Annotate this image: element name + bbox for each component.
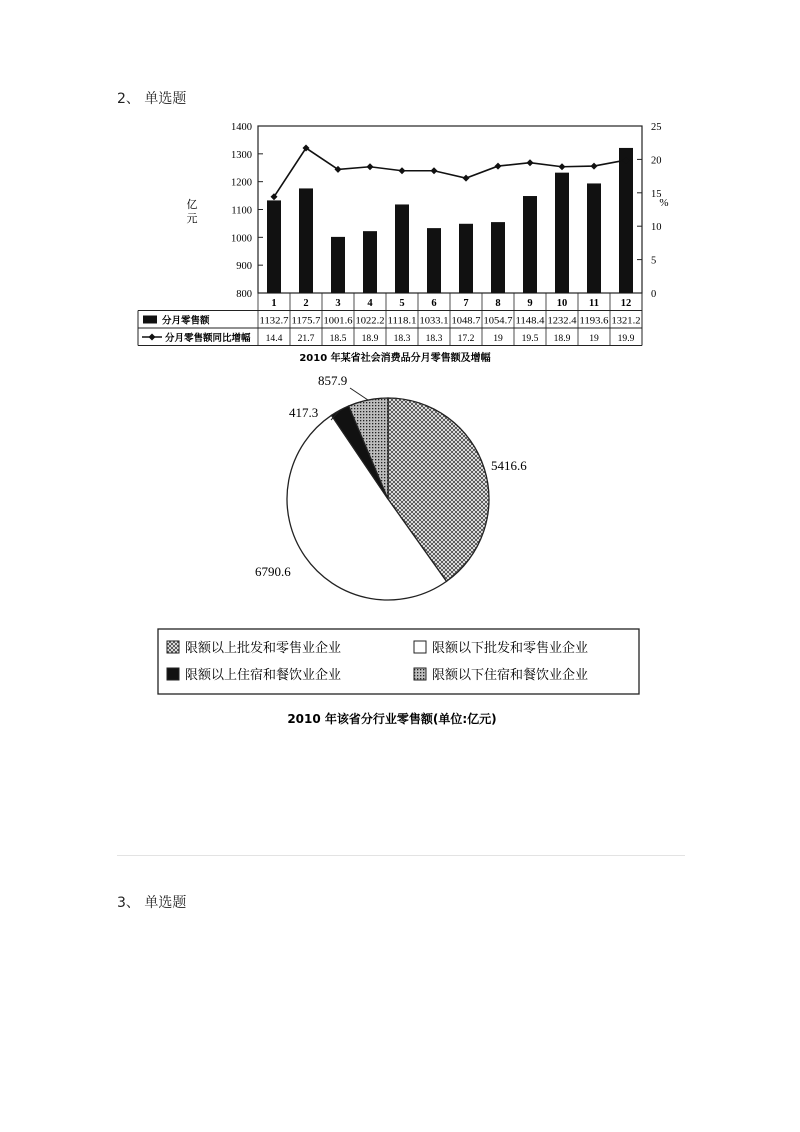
x-tick-label: 8 [495, 298, 501, 309]
legend-label: 限额以上批发和零售业企业 [185, 641, 342, 656]
pie-value-label: 6790.6 [255, 564, 291, 579]
x-tick-label: 3 [335, 298, 341, 309]
pie-value-label: 857.9 [318, 373, 348, 388]
x-tick-label: 6 [431, 298, 437, 309]
y2-axis-label: % [659, 197, 669, 209]
question-2-title: 2、 单选题 [117, 91, 187, 107]
y-tick-label: 1400 [231, 122, 252, 133]
y-axis-label-2: 元 [186, 212, 198, 225]
y2-tick-label: 0 [651, 289, 657, 300]
y2-tick-label: 25 [651, 122, 662, 133]
x-tick-label: 2 [303, 298, 309, 309]
legend-swatch [167, 668, 179, 680]
bar-value-label: 1232.4 [547, 316, 577, 327]
pie-legend-box [158, 629, 639, 694]
bar-value-label: 1132.7 [259, 316, 289, 327]
y-tick-label: 1300 [231, 149, 252, 161]
bar-value-label: 1148.4 [515, 316, 545, 327]
x-tick-label: 4 [367, 298, 373, 309]
x-tick-label: 7 [463, 298, 469, 309]
pie-leader-line [350, 388, 368, 400]
growth-value-label: 18.3 [393, 333, 411, 344]
legend-label-line: 分月零售额同比增幅 [165, 333, 251, 344]
pie-value-label: 417.3 [289, 405, 319, 420]
bar-value-label: 1001.6 [323, 316, 353, 327]
x-tick-label: 11 [589, 298, 599, 309]
chart1-title: 2010 年某省社会消费品分月零售额及增幅 [299, 353, 491, 364]
y2-tick-label: 15 [651, 188, 662, 200]
y-tick-label: 1200 [231, 177, 252, 189]
bar-value-label: 1054.7 [483, 316, 513, 327]
growth-value-label: 19 [493, 333, 503, 344]
x-tick-label: 10 [556, 298, 568, 309]
growth-value-label: 14.4 [265, 333, 283, 344]
legend-label: 限额以上住宿和餐饮业企业 [185, 668, 342, 683]
growth-value-label: 19 [589, 333, 599, 344]
x-tick-label: 9 [527, 298, 533, 309]
legend-swatch [167, 641, 179, 653]
bar-value-label: 1118.1 [387, 316, 417, 327]
y-tick-label: 1000 [231, 233, 252, 245]
legend-label: 限额以下住宿和餐饮业企业 [432, 668, 589, 683]
legend-label-bar: 分月零售额 [162, 315, 210, 327]
question-3-title: 3、 单选题 [117, 895, 187, 911]
x-tick-label: 12 [620, 298, 632, 309]
bar-value-label: 1175.7 [291, 316, 321, 327]
y-tick-label: 1100 [231, 205, 252, 217]
legend-label: 限额以下批发和零售业企业 [432, 641, 589, 656]
y-tick-label: 800 [236, 289, 252, 300]
bar-value-label: 1022.2 [355, 316, 385, 327]
bar-value-label: 1033.1 [419, 316, 449, 327]
growth-value-label: 21.7 [297, 333, 315, 344]
growth-value-label: 18.9 [361, 333, 379, 344]
growth-value-label: 18.3 [425, 333, 443, 344]
y-axis-label: 亿 [186, 198, 198, 211]
y-tick-label: 900 [236, 261, 252, 273]
growth-value-label: 18.9 [553, 333, 571, 344]
bar-value-label: 1321.2 [611, 316, 641, 327]
legend-swatch [414, 641, 426, 653]
pie-value-label: 5416.6 [491, 458, 527, 473]
chart2-title: 2010 年该省分行业零售额(单位:亿元) [287, 712, 497, 726]
x-tick-label: 5 [399, 298, 405, 309]
y2-tick-label: 10 [651, 222, 662, 234]
growth-value-label: 19.5 [521, 333, 539, 344]
growth-value-label: 18.5 [329, 333, 347, 344]
bar-value-label: 1193.6 [579, 316, 609, 327]
legend-swatch [414, 668, 426, 680]
growth-value-label: 17.2 [457, 333, 475, 344]
section-divider [117, 855, 685, 856]
y2-tick-label: 20 [651, 155, 662, 167]
bar-value-label: 1048.7 [451, 316, 481, 327]
growth-value-label: 19.9 [617, 333, 635, 344]
y2-tick-label: 5 [651, 255, 657, 267]
x-tick-label: 1 [271, 298, 277, 309]
